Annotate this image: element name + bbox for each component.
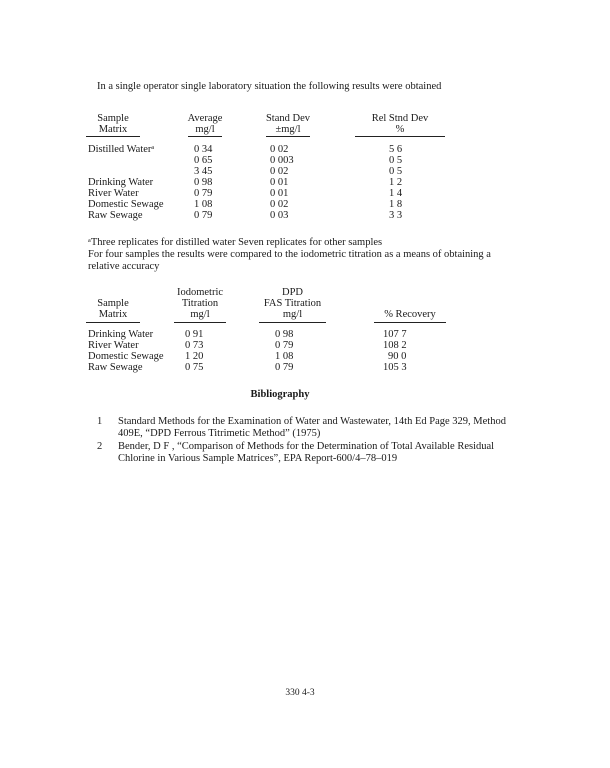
column-header: mg/l — [190, 309, 210, 320]
table-cell: 105 3 — [383, 362, 407, 373]
table-cell: 108 2 — [383, 340, 407, 351]
column-header: Matrix — [98, 309, 128, 320]
table-cell: 0 98 — [275, 329, 294, 340]
ref-line: Standard Methods for the Examination of Water and Wastewater, 14th Ed Page 329, Method — [118, 416, 506, 427]
table-cell: 0 02 — [270, 166, 289, 177]
table-cell: 0 73 — [185, 340, 204, 351]
table-cell: 1 8 — [389, 199, 403, 210]
page-number: 330 4-3 — [285, 688, 315, 698]
footnote: ᵃThree replicates for distilled water Seven replicates for other samples — [88, 237, 383, 248]
header-underline — [188, 136, 222, 137]
column-header: Iodometric — [176, 287, 224, 298]
table-cell: 0 003 — [270, 155, 294, 166]
ref-number: 2 — [97, 441, 103, 452]
table-cell: 0 34 — [194, 144, 213, 155]
table-cell: 0 01 — [270, 188, 289, 199]
table-cell: 0 79 — [194, 210, 213, 221]
table-cell: 0 79 — [194, 188, 213, 199]
table-cell: 90 0 — [388, 351, 407, 362]
header-underline — [86, 136, 140, 137]
column-header: ±mg/l — [275, 124, 301, 135]
column-header: DPD — [281, 287, 303, 298]
header-underline — [355, 136, 445, 137]
row-label: Domestic Sewage — [88, 199, 164, 210]
column-header: Rel Stnd Dev — [371, 113, 429, 124]
row-label: Drinking Water — [88, 329, 154, 340]
bibliography-title: Bibliography — [250, 389, 310, 400]
column-header: Sample — [97, 113, 129, 124]
header-underline — [259, 322, 326, 323]
table-cell: 0 02 — [270, 144, 289, 155]
header-underline — [266, 136, 310, 137]
table-cell: 3 3 — [389, 210, 403, 221]
table-cell: 0 5 — [389, 155, 403, 166]
ref-line: Chlorine in Various Sample Matrices”, EPA Report-600/4–78–019 — [118, 453, 398, 464]
table-cell: 0 75 — [185, 362, 204, 373]
table-cell: 1 20 — [185, 351, 204, 362]
table-cell: 1 08 — [194, 199, 213, 210]
table-cell: 3 45 — [194, 166, 213, 177]
table-cell: 0 79 — [275, 340, 294, 351]
intro-text: In a single operator single laboratory situation the following results were obtained — [97, 81, 442, 92]
table-cell: 0 01 — [270, 177, 289, 188]
column-header: Average — [187, 113, 223, 124]
column-header: mg/l — [195, 124, 215, 135]
table-cell: 0 03 — [270, 210, 289, 221]
table-cell: 1 4 — [389, 188, 403, 199]
column-header: Stand Dev — [265, 113, 311, 124]
paragraph-line: relative accuracy — [88, 261, 160, 272]
column-header: Titration — [181, 298, 219, 309]
paragraph-line: For four samples the results were compared to the iodometric titration as a means of obtaining a — [88, 249, 491, 260]
table-cell: 107 7 — [383, 329, 407, 340]
header-underline — [174, 322, 226, 323]
table-cell: 1 08 — [275, 351, 294, 362]
table-cell: 0 91 — [185, 329, 204, 340]
row-label: River Water — [88, 188, 139, 199]
table-cell: 0 79 — [275, 362, 294, 373]
row-label: Raw Sewage — [88, 362, 143, 373]
table-cell: 1 2 — [389, 177, 403, 188]
row-label: Drinking Water — [88, 177, 154, 188]
column-header: % Recovery — [384, 309, 436, 320]
row-label: Distilled Waterᵃ — [88, 144, 155, 155]
header-underline — [374, 322, 446, 323]
column-header: Matrix — [98, 124, 128, 135]
row-label: Domestic Sewage — [88, 351, 164, 362]
table-cell: 0 98 — [194, 177, 213, 188]
column-header: mg/l — [282, 309, 303, 320]
table-cell: 0 65 — [194, 155, 213, 166]
ref-line: 409E, “DPD Ferrous Titrimetic Method” (1975) — [118, 428, 321, 439]
table-cell: 0 02 — [270, 199, 289, 210]
ref-number: 1 — [97, 416, 103, 427]
header-underline — [86, 322, 140, 323]
column-header: FAS Titration — [263, 298, 322, 309]
table-cell: 0 5 — [389, 166, 403, 177]
column-header: Sample — [97, 298, 129, 309]
row-label: Raw Sewage — [88, 210, 143, 221]
ref-line: Bender, D F , “Comparison of Methods for the Determination of Total Available Residual — [118, 441, 495, 452]
table-cell: 5 6 — [389, 144, 403, 155]
row-label: River Water — [88, 340, 139, 351]
column-header: % — [395, 124, 405, 135]
